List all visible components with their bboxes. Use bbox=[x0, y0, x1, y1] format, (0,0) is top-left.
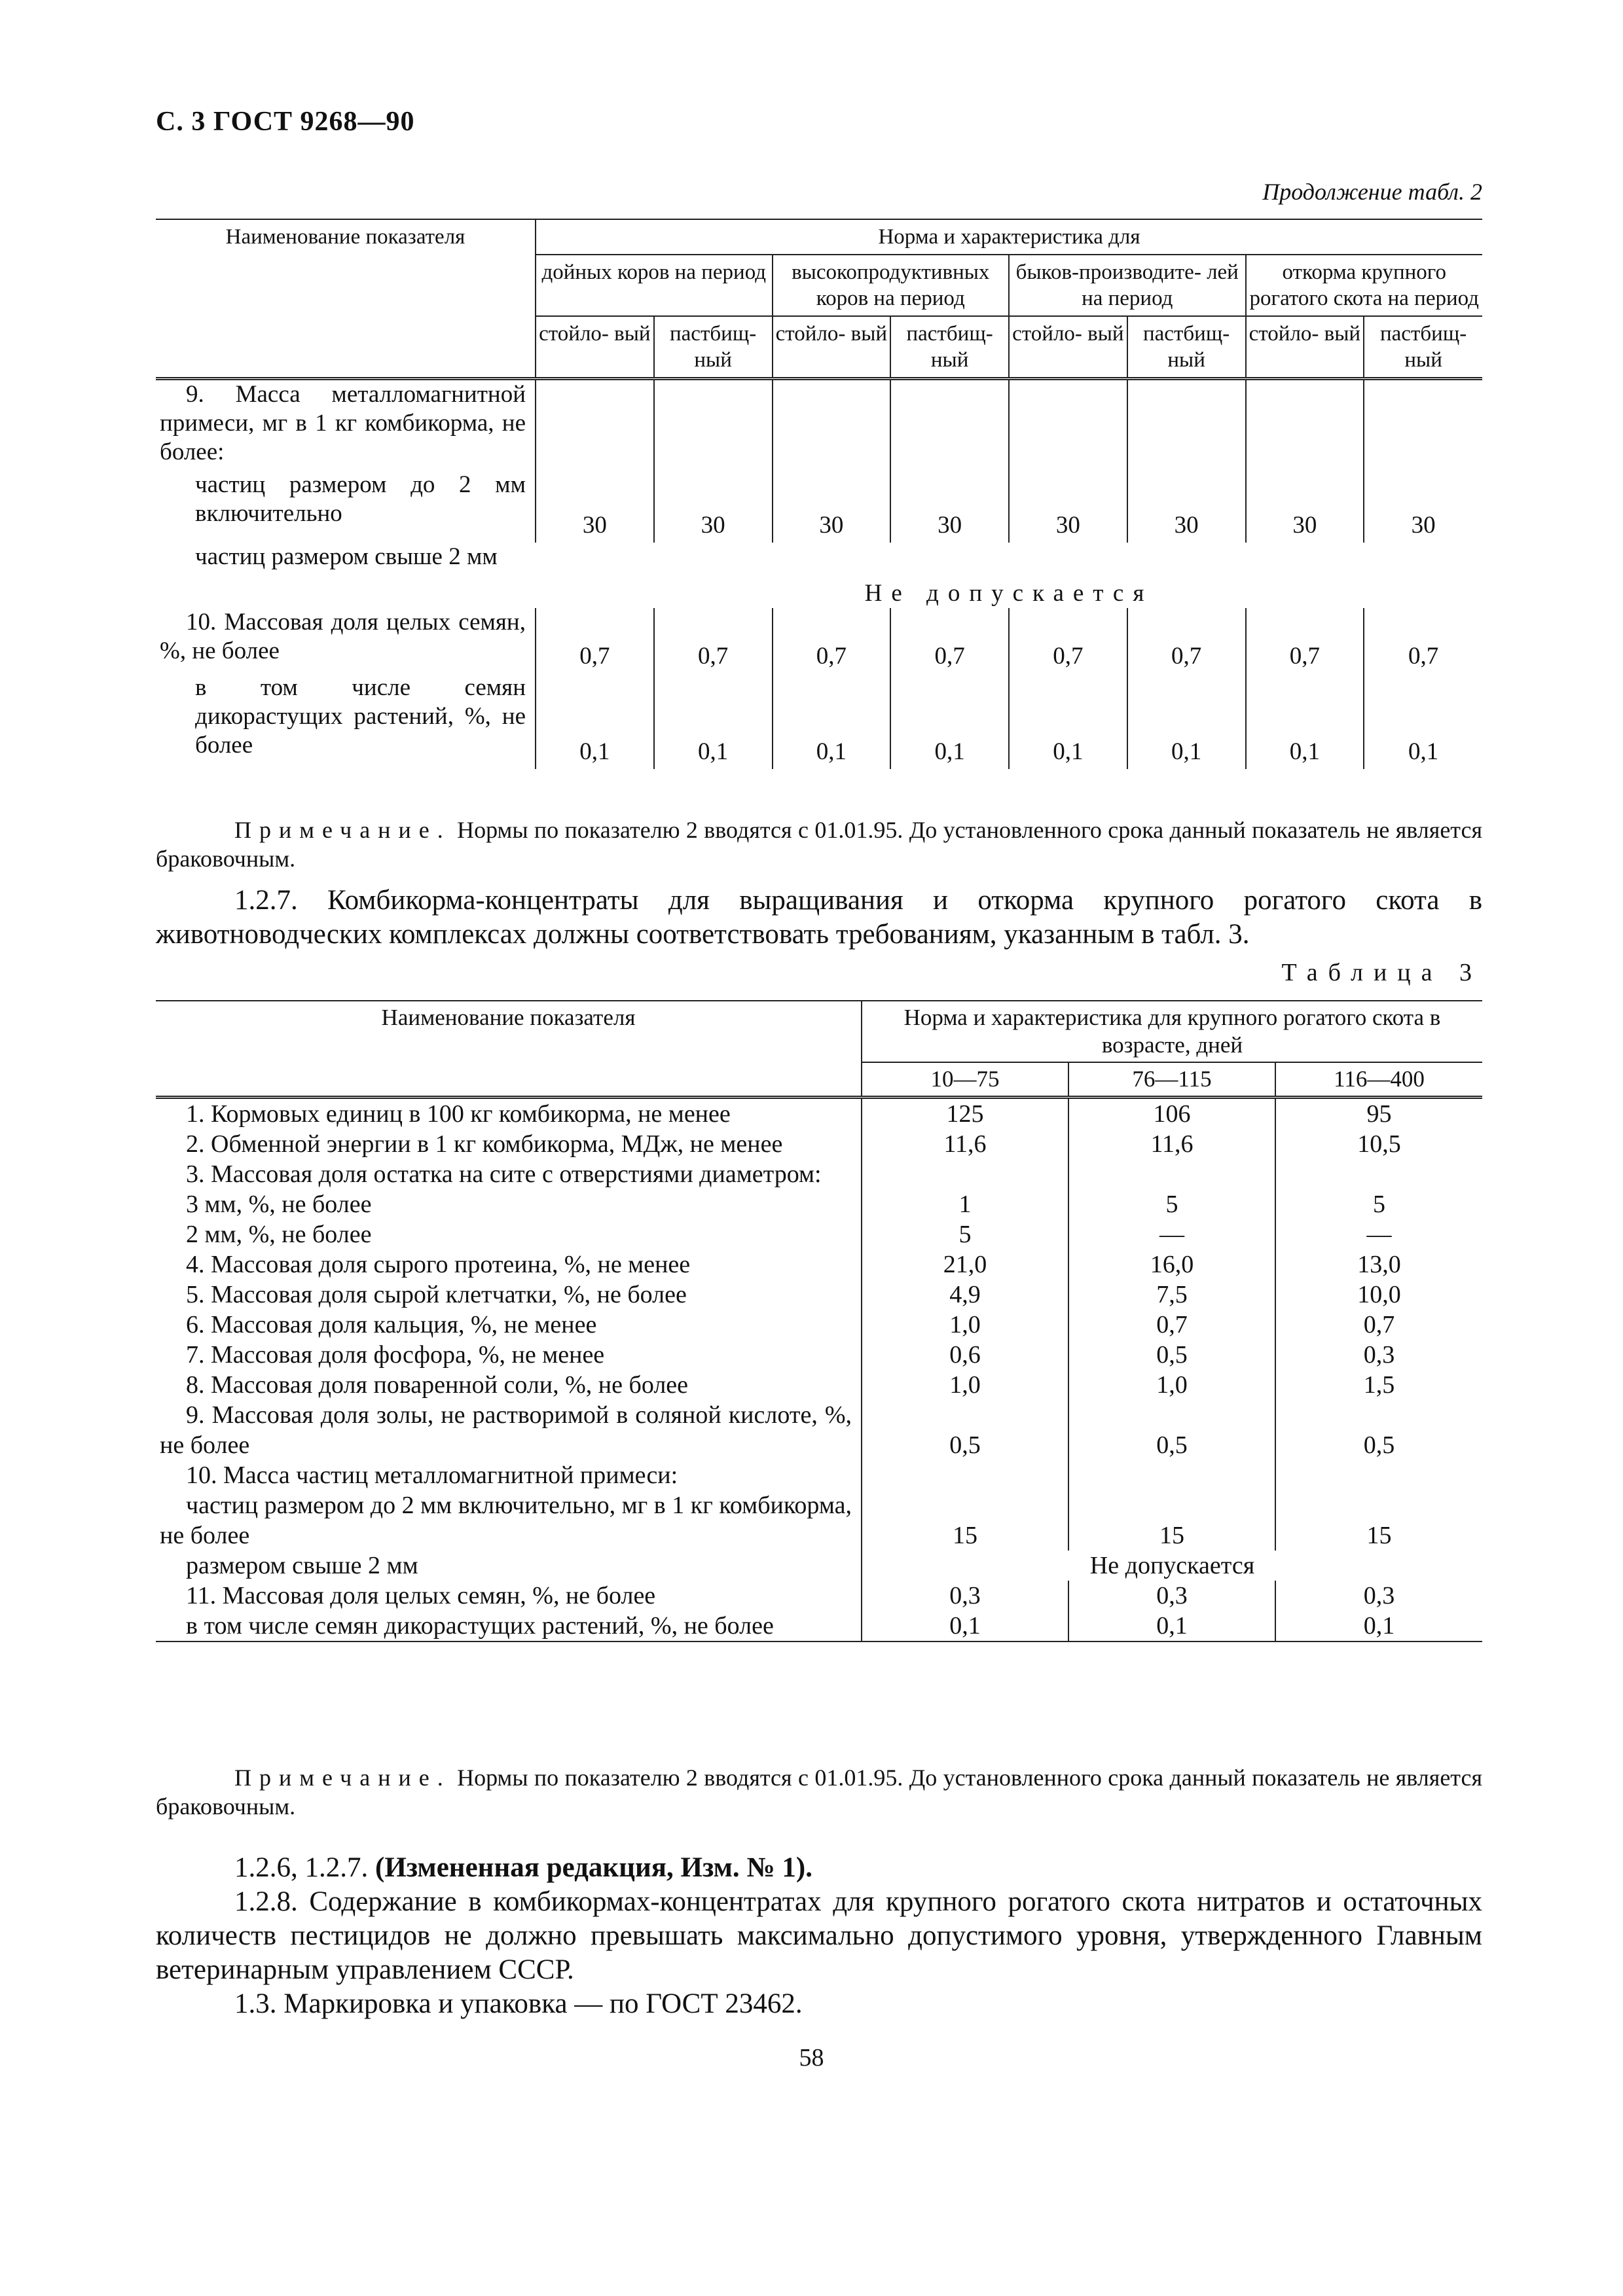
table-cell: 0,7 bbox=[654, 608, 773, 673]
table-row bbox=[156, 471, 1482, 543]
column-header: пастбищ- ный bbox=[890, 316, 1009, 379]
row-label: частиц размером до 2 мм включительно, мг в 1 кг комбикорма, не более bbox=[160, 1492, 852, 1549]
table-cell: 10,5 bbox=[1275, 1129, 1482, 1159]
note-label: Примечание. bbox=[234, 1765, 451, 1791]
table-cell: 30 bbox=[654, 471, 773, 543]
column-group-header: быков-производите- лей на период bbox=[1009, 255, 1246, 316]
row-label: 5. Массовая доля сырой клетчатки, %, не более bbox=[186, 1281, 687, 1308]
table-cell: 125 bbox=[862, 1098, 1068, 1130]
column-header: Наименование показателя bbox=[156, 1001, 862, 1098]
column-header: 116—400 bbox=[1275, 1062, 1482, 1098]
note-label: Примечание. bbox=[234, 817, 451, 843]
table-cell: 0,1 bbox=[862, 1611, 1068, 1641]
column-header: стойло- вый bbox=[1246, 316, 1364, 379]
table-row bbox=[156, 1219, 1482, 1249]
table-caption: Продолжение табл. 2 bbox=[1262, 179, 1482, 205]
table-row bbox=[156, 1098, 1482, 1130]
row-label: 9. Массовая доля золы, не растворимой в соляной кислоте, %, не более bbox=[160, 1401, 852, 1459]
row-label: 3 мм, %, не более bbox=[186, 1191, 372, 1218]
row-label: частиц размером до 2 мм включительно bbox=[195, 471, 526, 527]
table-cell: 106 bbox=[1068, 1098, 1275, 1130]
table-cell: 0,5 bbox=[1275, 1400, 1482, 1460]
row-label: 2 мм, %, не более bbox=[186, 1221, 372, 1248]
column-header: 76—115 bbox=[1068, 1062, 1275, 1098]
row-label: 2. Обменной энергии в 1 кг комбикорма, МДж, не менее bbox=[186, 1130, 783, 1158]
page-number: 58 bbox=[799, 2044, 824, 2072]
table-cell: 0,7 bbox=[1364, 608, 1482, 673]
table-cell: 5 bbox=[862, 1219, 1068, 1249]
table-cell: 0,7 bbox=[1068, 1310, 1275, 1340]
table-cell: 0,1 bbox=[536, 673, 654, 769]
table-row bbox=[156, 1611, 1482, 1641]
page-header: С. 3 ГОСТ 9268—90 bbox=[156, 107, 415, 137]
row-label: 7. Массовая доля фосфора, %, не менее bbox=[186, 1341, 605, 1369]
table-cell: 30 bbox=[1009, 471, 1127, 543]
paragraph-1-3: 1.3. Маркировка и упаковка — по ГОСТ 23462. bbox=[234, 1988, 803, 2019]
row-label: 8. Массовая доля поваренной соли, %, не более bbox=[186, 1371, 689, 1399]
table-cell: 0,3 bbox=[862, 1581, 1068, 1611]
table-row bbox=[156, 673, 1482, 769]
table-cell: — bbox=[1068, 1219, 1275, 1249]
column-group-header: откорма крупного рогатого скота на период bbox=[1246, 255, 1483, 316]
column-header: пастбищ- ный bbox=[1364, 316, 1482, 379]
edit-note bbox=[156, 1851, 1482, 1885]
table-cell: 0,1 bbox=[1127, 673, 1246, 769]
table-cell: 1 bbox=[862, 1189, 1068, 1219]
edit-note-bold: (Измененная редакция, Изм. № 1). bbox=[375, 1852, 812, 1883]
table-cell: 0,1 bbox=[1009, 673, 1127, 769]
table-cell: 1,5 bbox=[1275, 1370, 1482, 1400]
table-row bbox=[156, 1370, 1482, 1400]
column-group-header: дойных коров на период bbox=[536, 255, 773, 316]
table-row bbox=[156, 608, 1482, 673]
row-label: 4. Массовая доля сырого протеина, %, не менее bbox=[186, 1251, 691, 1278]
table-note bbox=[156, 1763, 1482, 1821]
table-cell: 30 bbox=[890, 471, 1009, 543]
table-cell: 0,6 bbox=[862, 1340, 1068, 1370]
table-cell: 16,0 bbox=[1068, 1249, 1275, 1280]
table-cell: 0,5 bbox=[1068, 1400, 1275, 1460]
row-label: размером свыше 2 мм bbox=[186, 1552, 418, 1579]
table-cell: 15 bbox=[1068, 1490, 1275, 1551]
column-header: Наименование показателя bbox=[156, 219, 536, 379]
table-3 bbox=[156, 1000, 1482, 1642]
table-cell: 21,0 bbox=[862, 1249, 1068, 1280]
table-row bbox=[156, 1400, 1482, 1460]
row-label: 3. Массовая доля остатка на сите с отверстиями диаметром: bbox=[186, 1160, 822, 1188]
column-header: стойло- вый bbox=[536, 316, 654, 379]
table-cell: 0,1 bbox=[654, 673, 773, 769]
row-label: 10. Массовая доля целых семян, %, не более bbox=[160, 608, 526, 664]
table-cell: 0,1 bbox=[1364, 673, 1482, 769]
table-cell: 1,0 bbox=[862, 1310, 1068, 1340]
table-row bbox=[156, 1490, 1482, 1551]
row-label: 1. Кормовых единиц в 100 кг комбикорма, не менее bbox=[156, 1098, 862, 1130]
table-2 bbox=[156, 219, 1482, 769]
note-text: Нормы по показателю 2 вводятся с 01.01.95. До установленного срока данный показатель не является браковочным. bbox=[156, 817, 1482, 872]
table-row bbox=[156, 1340, 1482, 1370]
table-row bbox=[156, 1460, 1482, 1490]
table-cell: 5 bbox=[1068, 1189, 1275, 1219]
table-cell: 11,6 bbox=[862, 1129, 1068, 1159]
row-label: 10. Масса частиц металломагнитной примеси: bbox=[186, 1462, 678, 1489]
table-cell: — bbox=[1275, 1219, 1482, 1249]
table-cell: 0,3 bbox=[1068, 1581, 1275, 1611]
column-group-header: Норма и характеристика для bbox=[536, 219, 1482, 255]
row-label: в том числе семян дикорастущих растений, %, не более bbox=[195, 673, 526, 759]
table-cell: 0,3 bbox=[1275, 1340, 1482, 1370]
table-row bbox=[156, 1310, 1482, 1340]
table-row bbox=[156, 1551, 1482, 1581]
table-cell: 0,7 bbox=[773, 608, 891, 673]
table-cell: 10,0 bbox=[1275, 1280, 1482, 1310]
table-row bbox=[156, 1280, 1482, 1310]
table-row bbox=[156, 1249, 1482, 1280]
table-row bbox=[156, 1159, 1482, 1189]
table-cell: 0,7 bbox=[536, 608, 654, 673]
note-text: Нормы по показателю 2 вводятся с 01.01.95. До установленного срока данный показатель не является браковочным. bbox=[156, 1765, 1482, 1820]
table-cell: 1,0 bbox=[1068, 1370, 1275, 1400]
table-cell-span: Не допускается bbox=[862, 1551, 1482, 1581]
table-cell: 0,1 bbox=[1275, 1611, 1482, 1641]
table-cell: 0,7 bbox=[890, 608, 1009, 673]
table-cell: 0,1 bbox=[890, 673, 1009, 769]
table-cell: 0,1 bbox=[1068, 1611, 1275, 1641]
table-cell: 15 bbox=[862, 1490, 1068, 1551]
table-cell: 0,1 bbox=[773, 673, 891, 769]
table-row bbox=[156, 1129, 1482, 1159]
table-row bbox=[156, 543, 1482, 608]
paragraph-1-2-7: 1.2.7. Комбикорма-концентраты для выращивания и откорма крупного рогатого скота в животноводческих комплексах должны соответствовать требованиям, указанным в табл. 3. bbox=[156, 885, 1482, 950]
table-cell: 0,5 bbox=[1068, 1340, 1275, 1370]
table-cell: 30 bbox=[536, 471, 654, 543]
row-label: частиц размером свыше 2 мм bbox=[195, 543, 498, 570]
column-header: стойло- вый bbox=[773, 316, 891, 379]
table-cell: 13,0 bbox=[1275, 1249, 1482, 1280]
row-label: 6. Массовая доля кальция, %, не менее bbox=[186, 1311, 597, 1338]
table-cell: 30 bbox=[1364, 471, 1482, 543]
table-cell: 4,9 bbox=[862, 1280, 1068, 1310]
table-caption: Таблица 3 bbox=[1281, 959, 1482, 986]
table-cell: 0,5 bbox=[862, 1400, 1068, 1460]
paragraph-1-2-8: 1.2.8. Содержание в комбикормах-концентратах для крупного рогатого скота нитратов и остаточных количеств пестицидов не должно превышать максимально допустимого уровня, утвержденного Главным ветеринарным управлением СССР. bbox=[156, 1886, 1482, 1985]
column-group-header: высокопродуктивных коров на период bbox=[773, 255, 1010, 316]
row-label: в том числе семян дикорастущих растений, %, не более bbox=[156, 1611, 862, 1641]
column-header: пастбищ- ный bbox=[1127, 316, 1246, 379]
table-cell: 0,7 bbox=[1275, 1310, 1482, 1340]
column-group-header: Норма и характеристика для крупного рогатого скота в возрасте, дней bbox=[862, 1001, 1482, 1062]
table-cell: 0,1 bbox=[1246, 673, 1364, 769]
table-row bbox=[156, 1189, 1482, 1219]
table-row bbox=[156, 379, 1482, 471]
table-cell: 7,5 bbox=[1068, 1280, 1275, 1310]
table-cell: 30 bbox=[773, 471, 891, 543]
table-cell: 30 bbox=[1246, 471, 1364, 543]
column-header: 10—75 bbox=[862, 1062, 1068, 1098]
table-cell: 0,7 bbox=[1009, 608, 1127, 673]
column-header: пастбищ- ный bbox=[654, 316, 773, 379]
column-header: стойло- вый bbox=[1009, 316, 1127, 379]
table-cell: 95 bbox=[1275, 1098, 1482, 1130]
table-cell: 1,0 bbox=[862, 1370, 1068, 1400]
table-cell: 15 bbox=[1275, 1490, 1482, 1551]
table-cell-span: Не допускается bbox=[864, 579, 1154, 607]
table-cell: 0,7 bbox=[1127, 608, 1246, 673]
row-label: 11. Массовая доля целых семян, %, не более bbox=[186, 1582, 656, 1609]
table-cell: 30 bbox=[1127, 471, 1246, 543]
table-cell: 0,3 bbox=[1275, 1581, 1482, 1611]
edit-note-prefix: 1.2.6, 1.2.7. bbox=[234, 1852, 375, 1883]
table-note bbox=[156, 816, 1482, 873]
row-label: 9. Масса металломагнитной примеси, мг в 1 кг комбикорма, не более: bbox=[156, 379, 536, 471]
table-cell: 5 bbox=[1275, 1189, 1482, 1219]
table-cell: 11,6 bbox=[1068, 1129, 1275, 1159]
table-cell: 0,7 bbox=[1246, 608, 1364, 673]
table-row bbox=[156, 1581, 1482, 1611]
